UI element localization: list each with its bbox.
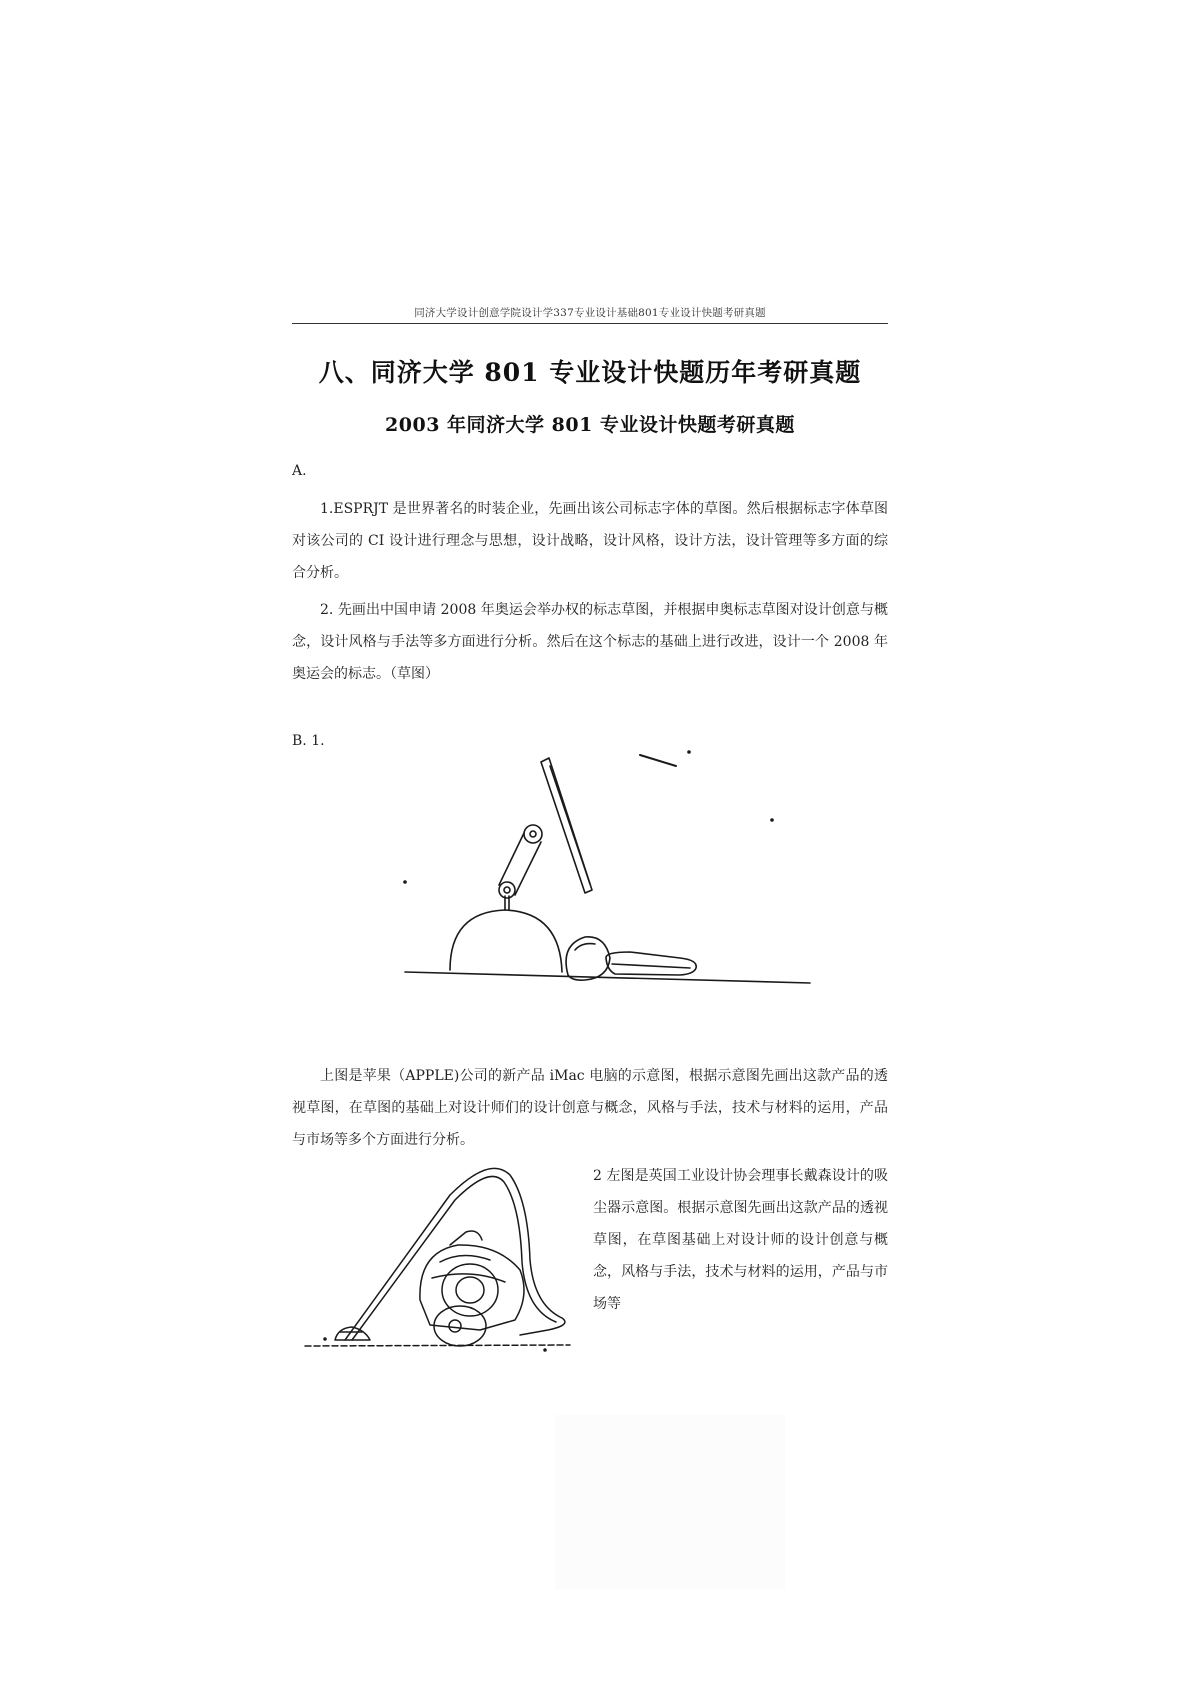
section-title: 八、同济大学 801 专业设计快题历年考研真题 [318, 358, 862, 387]
vacuum-body [420, 1245, 524, 1330]
exam-title: 2003 年同济大学 801 专业设计快题考研真题 [385, 414, 795, 436]
question-b1: 上图是苹果（APPLE)公司的新产品 iMac 电脑的示意图，根据示意图先画出这款产品的透视草图，在草图的基础上对设计师们的设计创意与概念，风格与手法，技术与材料的运用，产品与市场等多个方面进行分析。 [292, 1068, 888, 1148]
question-a2: 2. 先画出中国申请 2008 年奥运会举办权的标志草图，并根据申奥标志草图对设计创意与概念，设计风格与手法等多方面进行分析。然后在这个标志的基础上进行改进，设计一个 2008 年奥运会的标志。（草图） [292, 602, 888, 682]
question-b2: 2 左图是英国工业设计协会理事长戴森设计的吸尘器示意图。根据示意图先画出这款产品的透视草图，在草图基础上对设计师的设计创意与概念，风格与手法，技术与材料的运用，产品与市场等 [593, 1168, 888, 1312]
vacuum-ground-line [305, 1345, 570, 1346]
part-b-label: B. 1. [292, 733, 325, 749]
running-head: 同济大学设计创意学院设计学337专业设计基础801专业设计快题考研真题 [414, 307, 766, 319]
part-a-label: A. [292, 463, 307, 479]
vacuum-hose [345, 1168, 565, 1340]
question-a1: 1.ESPRJT 是世界著名的时装企业，先画出该公司标志字体的草图。然后根据标志字体草图对该公司的 CI 设计进行理念与思想，设计战略，设计风格，设计方法，设计管理等多方面的综合分析。 [292, 501, 888, 581]
